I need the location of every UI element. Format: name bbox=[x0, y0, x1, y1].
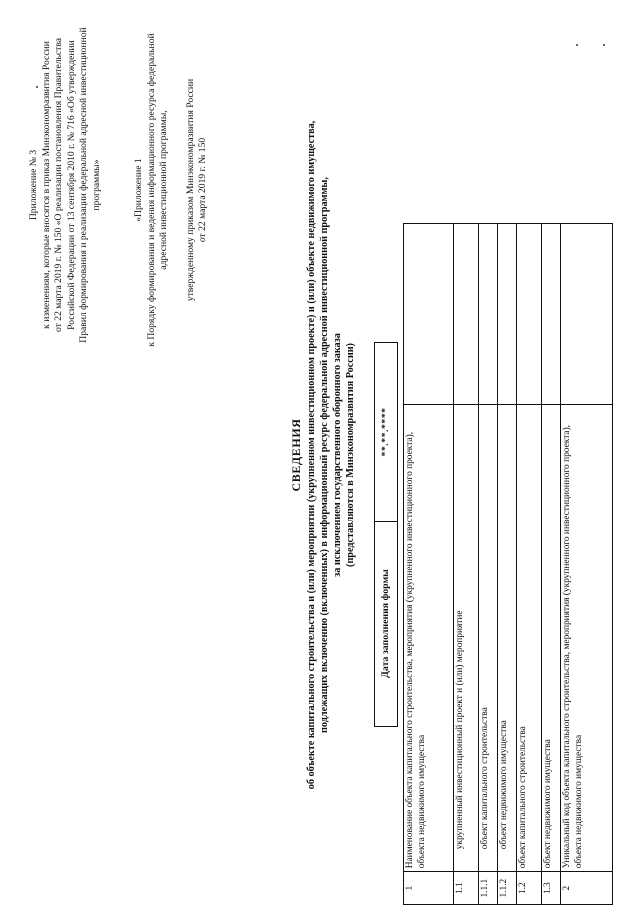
form-date-box bbox=[374, 342, 396, 727]
row-label: Уникальный код объекта капитального строительства, мероприятия (укрупненного инвестиционного проекта), объекта недвижимого имущества bbox=[561, 404, 613, 872]
table-row bbox=[404, 224, 454, 905]
document-title: СВЕДЕНИЯ bbox=[289, 418, 303, 492]
row-label: укрупненный инвестиционный проект и (или) мероприятие bbox=[454, 404, 479, 872]
appendix-line: Правил формирования и реализации федеральной адресной инвестиционной bbox=[78, 27, 90, 343]
table-row bbox=[542, 224, 561, 905]
appendix2-line: к Порядку формирования и ведения информационного ресурса федеральной bbox=[145, 33, 157, 347]
table-row bbox=[517, 224, 542, 905]
form-date-label: Дата заполнения формы bbox=[374, 521, 398, 727]
row-number: 1.1 bbox=[454, 872, 479, 905]
row-number: 1.3 bbox=[542, 872, 561, 905]
appendix2-line: от 22 марта 2019 г. № 150 bbox=[197, 137, 209, 243]
title-line: (представляются в Минэкономразвития России) bbox=[345, 343, 356, 567]
row-label: Наименование объекта капитального строительства, мероприятия (укрупненного инвестиционного проекта), объекта недвижимого имущества bbox=[404, 404, 454, 872]
table-row bbox=[454, 224, 479, 905]
appendix-line: программы» bbox=[90, 159, 102, 211]
row-value-cell[interactable] bbox=[404, 224, 454, 405]
appendix2-block bbox=[133, 20, 210, 360]
row-number: 2 bbox=[561, 872, 613, 905]
row-number: 1.1.2 bbox=[498, 872, 517, 905]
appendix-block bbox=[28, 25, 104, 345]
title-line: за исключением государственного оборонного заказа bbox=[332, 333, 343, 577]
row-value-cell[interactable] bbox=[517, 224, 542, 405]
appendix2-title: «Приложение 1 bbox=[133, 158, 144, 222]
title-line: подлежащих включению (включенных) в информационный ресурс федеральной адресной инвестиционной программы, bbox=[319, 177, 330, 733]
row-value-cell[interactable] bbox=[498, 224, 517, 405]
info-table bbox=[403, 223, 613, 905]
row-value-cell[interactable] bbox=[542, 224, 561, 405]
appendix-title: Приложение № 3 bbox=[28, 149, 39, 221]
row-value-cell[interactable] bbox=[454, 224, 479, 405]
row-label: объект недвижимого имущества bbox=[498, 404, 517, 872]
row-number: 1 bbox=[404, 872, 454, 905]
row-value-cell[interactable] bbox=[561, 224, 613, 405]
appendix-line: от 22 марта 2019 г. № 150 «О реализации постановления Правительства bbox=[53, 38, 65, 332]
table-row bbox=[479, 224, 498, 905]
row-label: объект недвижимого имущества bbox=[542, 404, 561, 872]
row-label: объект капитального строительства bbox=[479, 404, 498, 872]
appendix-line: Российской Федерации от 13 сентября 2010 г. № 716 «Об утверждении bbox=[65, 40, 77, 330]
appendix-line: к изменениям, которые вносятся в приказ Минэкономразвития России bbox=[40, 41, 52, 329]
appendix2-line: адресной инвестиционной программы, bbox=[158, 110, 170, 270]
title-line: об объекте капитального строительства и (или) мероприятии (укрупненном инвестиционном проекте) и (или) объекте недвижимого имущества, bbox=[306, 120, 317, 790]
row-number: 1.1.1 bbox=[479, 872, 498, 905]
table-row bbox=[498, 224, 517, 905]
document-heading bbox=[290, 65, 357, 845]
form-date-value: **.**.**** bbox=[374, 342, 398, 522]
row-number: 1.2 bbox=[517, 872, 542, 905]
appendix2-line: утвержденному приказом Минэкономразвития России bbox=[184, 78, 196, 302]
appendix2-text bbox=[146, 20, 210, 360]
document-subtitle bbox=[305, 65, 357, 845]
row-value-cell[interactable] bbox=[479, 224, 498, 405]
table-row bbox=[561, 224, 613, 905]
row-label: объект капитального строительства bbox=[517, 404, 542, 872]
spacer bbox=[171, 20, 185, 360]
appendix-text bbox=[41, 25, 104, 345]
